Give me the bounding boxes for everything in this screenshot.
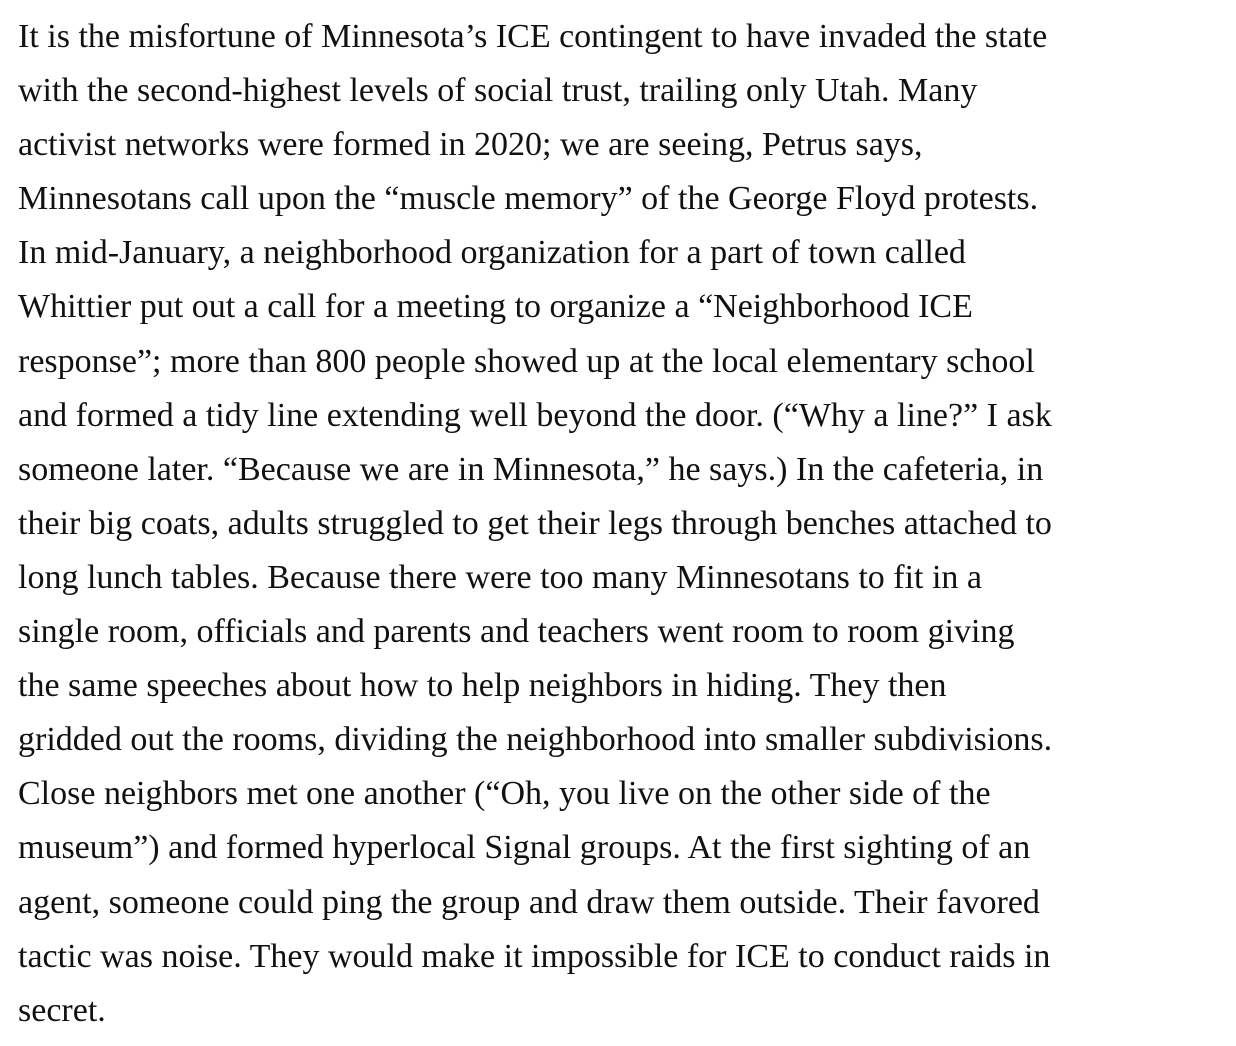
paragraph-line: someone later. “Because we are in Minnesota,” he says.) In the cafeteria, in	[18, 450, 1044, 488]
paragraph-line: museum”) and formed hyperlocal Signal groups. At the first sighting of an	[18, 829, 1031, 867]
article-paragraph	[18, 10, 1228, 1038]
paragraph-line: long lunch tables. Because there were too many Minnesotans to fit in a	[18, 558, 983, 596]
paragraph-line: with the second-highest levels of social trust, trailing only Utah. Many	[18, 72, 978, 110]
paragraph-line: Close neighbors met one another (“Oh, you live on the other side of the	[18, 775, 991, 813]
paragraph-line: gridded out the rooms, dividing the neighborhood into smaller subdivisions.	[18, 721, 1053, 759]
paragraph-line: response”; more than 800 people showed up at the local elementary school	[18, 342, 1035, 380]
paragraph-line: tactic was noise. They would make it impossible for ICE to conduct raids in	[18, 937, 1051, 975]
paragraph-line: and formed a tidy line extending well beyond the door. (“Why a line?” I ask	[18, 396, 1052, 434]
paragraph-line: In mid-January, a neighborhood organization for a part of town called	[18, 234, 966, 272]
paragraph-line: agent, someone could ping the group and draw them outside. Their favored	[18, 883, 1040, 921]
paragraph-line: Whittier put out a call for a meeting to organize a “Neighborhood ICE	[18, 288, 973, 326]
paragraph-line: single room, officials and parents and teachers went room to room giving	[18, 613, 1015, 651]
paragraph-line: the same speeches about how to help neighbors in hiding. They then	[18, 667, 947, 705]
paragraph-line: It is the misfortune of Minnesota’s ICE contingent to have invaded the state	[18, 18, 1048, 55]
paragraph-line: their big coats, adults struggled to get their legs through benches attached to	[18, 504, 1052, 542]
paragraph-line: Minnesotans call upon the “muscle memory” of the George Floyd protests.	[18, 180, 1039, 218]
paragraph-line: activist networks were formed in 2020; we are seeing, Petrus says,	[18, 126, 923, 164]
paragraph-line: secret.	[18, 991, 106, 1029]
